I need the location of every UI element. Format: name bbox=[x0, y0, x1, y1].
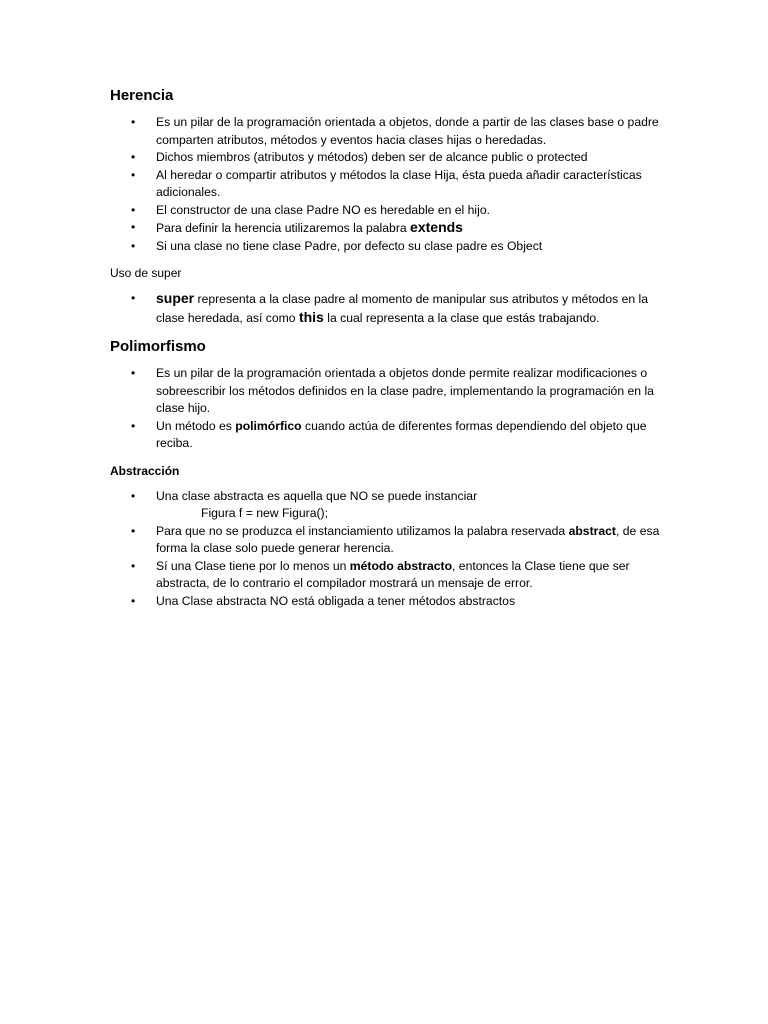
heading-uso-super: Uso de super bbox=[110, 266, 182, 280]
list-item: • El constructor de una clase Padre NO es heredable en el hijo. bbox=[110, 202, 670, 220]
keyword-super: super bbox=[156, 290, 195, 306]
uso-super-list bbox=[110, 290, 670, 327]
heading-abstraccion: Abstracción bbox=[110, 463, 180, 478]
list-item bbox=[110, 523, 670, 558]
list-item-text: representa a la clase padre al momento de manipular sus atributos y métodos en la clase heredada, así como bbox=[156, 292, 649, 325]
list-item: • Si una clase no tiene clase Padre, por defecto su clase padre es Object bbox=[110, 238, 670, 256]
list-item bbox=[110, 290, 670, 327]
list-item-text: cuando actúa de diferentes formas dependiendo del objeto que reciba. bbox=[156, 418, 647, 450]
list-item: • Al heredar o compartir atributos y métodos la clase Hija, ésta pueda añadir características adicionales. bbox=[110, 167, 670, 202]
code-example: Figura f = new Figura(); bbox=[201, 506, 328, 520]
keyword-extends: extends bbox=[410, 219, 463, 235]
list-item bbox=[110, 418, 670, 453]
list-item-text: Sí una Clase tiene por lo menos un bbox=[156, 558, 350, 573]
keyword-this: this bbox=[298, 308, 324, 325]
list-item-text: Un método es bbox=[156, 418, 236, 433]
keyword-polimorfico: polimórfico bbox=[235, 418, 302, 433]
list-item-text: , entonces la Clase tiene que ser abstracta, de lo contrario el compilador mostrará un mensaje de error. bbox=[156, 558, 630, 590]
list-item bbox=[110, 488, 670, 523]
list-item bbox=[110, 558, 670, 593]
list-item: • Es un pilar de la programación orientada a objetos, donde a partir de las clases base o padre comparten atributos, métodos y eventos hacia clases hijas o heredadas. bbox=[110, 114, 670, 149]
list-item bbox=[110, 219, 670, 238]
list-item-text: , de esa forma la clase solo puede generar herencia. bbox=[156, 523, 660, 555]
document-page bbox=[110, 86, 670, 610]
keyword-metodo-abstracto: método abstracto bbox=[349, 558, 453, 573]
list-item: • Dichos miembros (atributos y métodos) deben ser de alcance public o protected bbox=[110, 149, 670, 167]
list-item: • Es un pilar de la programación orientada a objetos donde permite realizar modificaciones o sobreescribir los métodos definidos en la clase padre, implementando la programación en la clase hijo. bbox=[110, 365, 670, 418]
keyword-abstract: abstract bbox=[568, 523, 616, 538]
herencia-list bbox=[110, 114, 670, 255]
list-item-text: Una clase abstracta es aquella que NO se puede instanciar bbox=[156, 488, 478, 503]
list-item-text: Para que no se produzca el instanciamiento utilizamos la palabra reservada bbox=[156, 523, 569, 538]
abstraccion-list bbox=[110, 488, 670, 611]
list-item-text: la cual representa a la clase que estás trabajando. bbox=[323, 310, 600, 325]
polimorfismo-list bbox=[110, 365, 670, 453]
list-item-text: Para definir la herencia utilizaremos la palabra bbox=[156, 221, 411, 235]
heading-herencia: Herencia bbox=[110, 87, 174, 104]
heading-polimorfismo: Polimorfismo bbox=[110, 338, 206, 355]
list-item: • Una Clase abstracta NO está obligada a tener métodos abstractos bbox=[110, 593, 670, 611]
